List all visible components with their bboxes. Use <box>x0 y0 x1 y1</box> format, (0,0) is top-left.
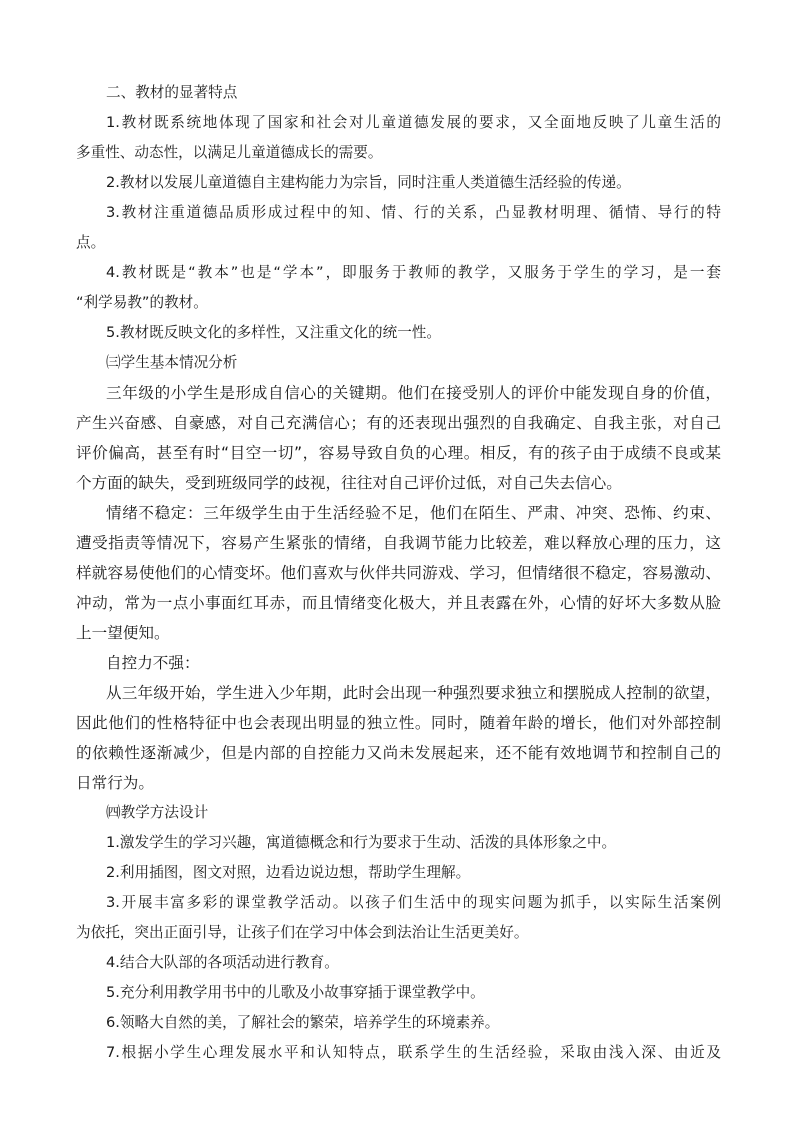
paragraph-line: 为依托，突出正面引导，让孩子们在学习中体会到法治让生活更美好。 <box>76 924 529 941</box>
paragraph-line: 的依赖性逐渐减少，但是内部的自控能力又尚未发展起来，还不能有效地调节和控制自己的 <box>76 744 721 762</box>
paragraph-line: 评价偏高，甚至有时“目空一切”，容易导致自负的心理。相反，有的孩子由于成绩不良或某 <box>76 444 721 462</box>
list-item: 5.充分利用教学用书中的儿歌及小故事穿插于课堂教学中。 <box>106 984 485 1001</box>
section-heading: 二、教材的显著特点 <box>106 84 238 101</box>
section-heading: ㈣教学方法设计 <box>106 804 209 821</box>
list-item: 3.开展丰富多彩的课堂教学活动。以孩子们生活中的现实问题为抓手，以实际生活案例 <box>106 894 721 911</box>
paragraph-line: “利学易教”的教材。 <box>76 294 208 311</box>
paragraph-line: 从三年级开始，学生进入少年期，此时会出现一种强烈要求独立和摆脱成人控制的欲望， <box>106 684 721 702</box>
paragraph-line: 日常行为。 <box>76 774 154 792</box>
paragraph-line: 3.教材注重道德品质形成过程中的知、情、行的关系，凸显教材明理、循情、导行的特 <box>106 204 721 221</box>
paragraph-line: 产生兴奋感、自豪感，对自己充满信心；有的还表现出强烈的自我确定、自我主张，对自己 <box>76 414 721 432</box>
paragraph-line: 上一望便知。 <box>76 624 170 642</box>
paragraph-line: 1.教材既系统地体现了国家和社会对儿童道德发展的要求，又全面地反映了儿童生活的 <box>106 114 721 131</box>
list-item: 7.根据小学生心理发展水平和认知特点，联系学生的生活经验，采取由浅入深、由近及 <box>106 1044 721 1061</box>
paragraph-line: 个方面的缺失，受到班级同学的歧视，往往对自己评价过低，对自己失去信心。 <box>76 474 622 492</box>
paragraph-line: 三年级的小学生是形成自信心的关键期。他们在接受别人的评价中能发现自身的价值， <box>106 384 721 402</box>
list-item: 4.结合大队部的各项活动进行教育。 <box>106 954 339 971</box>
paragraph-line: 4.教材既是“教本”也是“学本”，即服务于教师的教学，又服务于学生的学习，是一套 <box>106 264 721 281</box>
paragraph-line: 样就容易使他们的心情变坏。他们喜欢与伙伴共同游戏、学习，但情绪很不稳定，容易激动、 <box>76 564 721 582</box>
list-item: 2.利用插图，图文对照，边看边说边想，帮助学生理解。 <box>106 864 471 881</box>
paragraph-line: 情绪不稳定：三年级学生由于生活经验不足，他们在陌生、严肃、冲突、恐怖、约束、 <box>106 504 721 522</box>
list-item: 6.领略大自然的美，了解社会的繁荣，培养学生的环境素养。 <box>106 1014 500 1031</box>
paragraph-line: 冲动，常为一点小事面红耳赤，而且情绪变化极大，并且表露在外，心情的好坏大多数从脸 <box>76 594 721 612</box>
paragraph-line: 5.教材既反映文化的多样性，又注重文化的统一性。 <box>106 324 441 341</box>
paragraph-line: 2.教材以发展儿童道德自主建构能力为宗旨，同时注重人类道德生活经验的传递。 <box>106 174 631 191</box>
paragraph-line: 因此他们的性格特征中也会表现出明显的独立性。同时，随着年龄的增长，他们对外部控制 <box>76 714 721 732</box>
paragraph-line: 多重性、动态性，以满足儿童道德成长的需要。 <box>76 144 383 161</box>
list-item: 1.激发学生的学习兴趣，寓道德概念和行为要求于生动、活泼的具体形象之中。 <box>106 834 617 851</box>
paragraph-line: 遭受指责等情况下，容易产生紧张的情绪，自我调节能力比较差，难以释放心理的压力，这 <box>76 534 721 552</box>
paragraph-line: 点。 <box>76 234 106 251</box>
section-heading: ㈢学生基本情况分析 <box>106 354 238 371</box>
paragraph-heading: 自控力不强： <box>106 654 200 672</box>
